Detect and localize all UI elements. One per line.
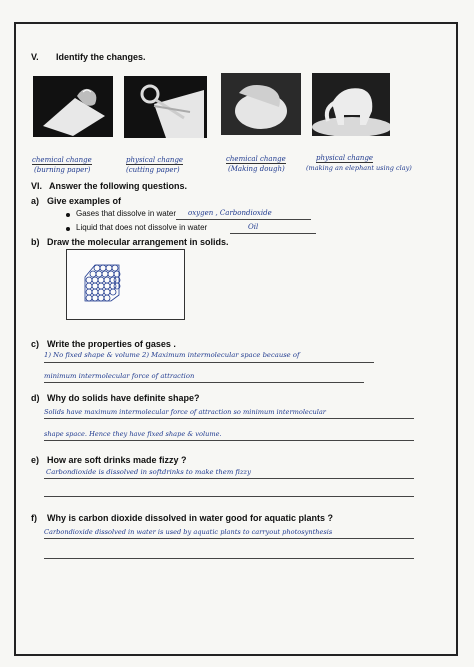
q-d-answer-2: shape space. Hence they have fixed shape & volume. <box>44 430 222 438</box>
section-vi-number: VI. <box>31 181 43 191</box>
q-a-b1-label: Gases that dissolve in water <box>76 209 177 218</box>
q-d-label: d) <box>31 393 40 403</box>
caption-1-example: (burning paper) <box>34 166 91 174</box>
q-b-label: b) <box>31 237 40 247</box>
drawing-box <box>66 249 185 320</box>
caption-4-type: physical change <box>316 154 374 162</box>
q-c-text: Write the properties of gases . <box>47 339 176 349</box>
q-a-b2-answer: Oil <box>248 223 259 231</box>
q-a-b2-label: Liquid that does not dissolve in water <box>76 223 208 232</box>
q-f-text: Why is carbon dioxide dissolved in water good for aquatic plants ? <box>47 513 334 523</box>
q-c-answer-1: 1) No fixed shape & volume 2) Maximum intermolecular space because of <box>44 351 300 359</box>
molecule-drawing <box>67 250 184 319</box>
q-f-label: f) <box>31 513 37 523</box>
section-v-title: Identify the changes. <box>56 52 146 62</box>
q-c-line-1 <box>44 362 374 363</box>
q-a-text: Give examples of <box>47 196 122 206</box>
q-a-b1-line <box>176 219 311 220</box>
q-e-label: e) <box>31 455 40 465</box>
q-b-text: Draw the molecular arrangement in solids. <box>47 237 229 247</box>
q-f-answer-1: Carbondioxide dissolved in water is used by aquatic plants to carryout photosynthesis <box>44 528 333 536</box>
photo-making-dough <box>221 73 301 135</box>
q-c-label: c) <box>31 339 40 349</box>
photo-clay-elephant <box>312 73 390 136</box>
caption-2-type: physical change <box>126 156 184 164</box>
photo-cutting-paper <box>124 76 207 138</box>
q-f-line-2 <box>44 558 414 559</box>
q-f-line-1 <box>44 538 414 539</box>
q-c-answer-2: minimum intermolecular force of attraction <box>44 372 195 380</box>
caption-3-type: chemical change <box>226 155 286 163</box>
section-v-number: V. <box>31 52 39 62</box>
caption-4-example: (making an elephant using clay) <box>306 164 412 172</box>
q-e-line-2 <box>44 496 414 497</box>
q-e-text: How are soft drinks made fizzy ? <box>47 455 187 465</box>
bullet-1 <box>66 210 76 219</box>
q-a-b1-answer: oxygen , Carbondioxide <box>188 209 272 217</box>
q-e-line-1 <box>44 478 414 479</box>
caption-3-example: (Making dough) <box>228 165 285 173</box>
q-a-b2-line <box>230 233 316 234</box>
q-d-line-2 <box>44 440 414 441</box>
photo-burning-paper <box>33 76 113 137</box>
q-d-answer-1: Solids have maximum intermolecular force of attraction so minimum intermolecular <box>44 408 326 416</box>
q-e-answer-1: Carbondioxide is dissolved in softdrinks to make them fizzy <box>46 468 251 476</box>
caption-2-example: (cutting paper) <box>126 166 180 174</box>
q-a-label: a) <box>31 196 40 206</box>
caption-1-type: chemical change <box>32 156 92 164</box>
q-c-line-2 <box>44 382 364 383</box>
q-d-text: Why do solids have definite shape? <box>47 393 200 403</box>
q-d-line-1 <box>44 418 414 419</box>
bullet-2 <box>66 224 76 233</box>
section-vi-title: Answer the following questions. <box>49 181 188 191</box>
